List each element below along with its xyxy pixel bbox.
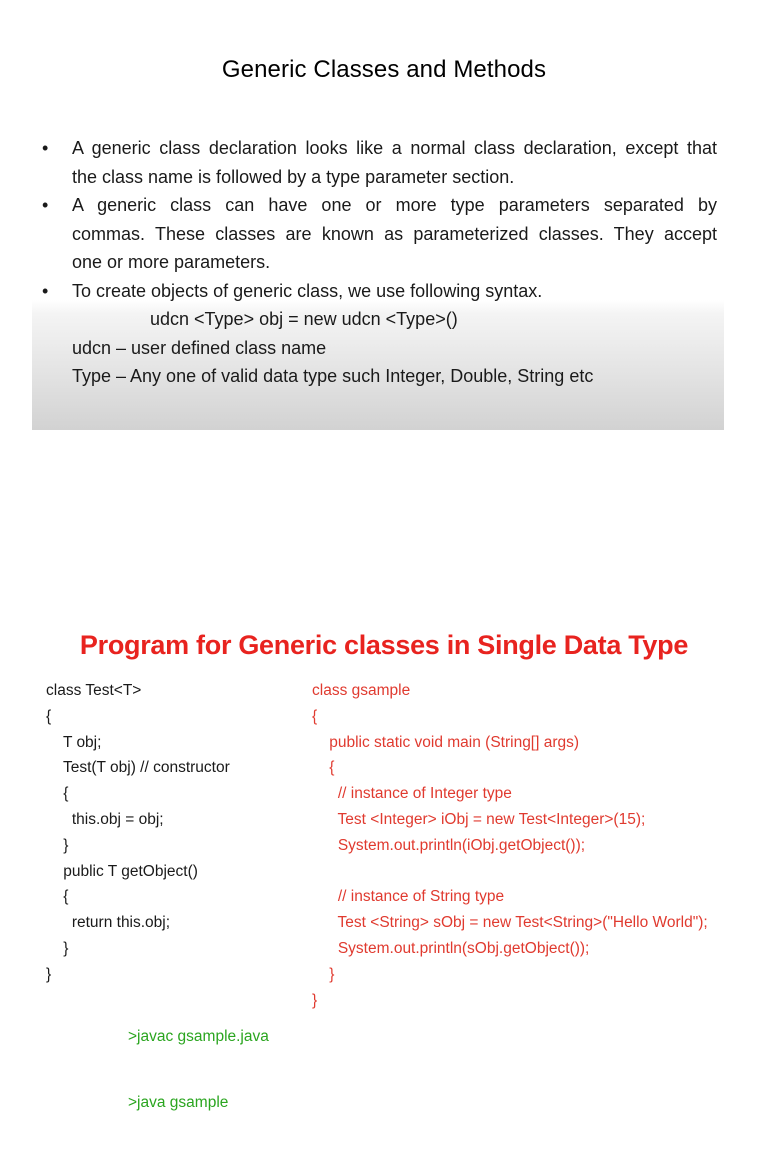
bullet-dot-icon: • xyxy=(42,280,49,301)
bullet-line: commas. These classes are known as parameterized classes. They accept xyxy=(72,223,717,244)
code-block-test-class xyxy=(46,678,230,988)
page-title: Generic Classes and Methods xyxy=(221,56,547,83)
bullet-line: one or more parameters. xyxy=(72,252,271,272)
slide-program-generic-classes xyxy=(32,620,736,1111)
slide-title: Program for Generic classes in Single Data Type xyxy=(79,630,689,660)
code-line: T obj; xyxy=(46,733,102,751)
code-line: public T getObject() xyxy=(46,862,198,880)
code-line: { xyxy=(46,888,69,906)
bullet-line: A generic class declaration looks like a normal class declaration, except that xyxy=(72,138,717,158)
code-line: public static void main (String[] args) xyxy=(312,733,580,751)
code-line: { xyxy=(312,707,318,725)
bullet-item-2 xyxy=(32,191,717,277)
code-line: Test <String> sObj = new Test<String>("Hello World"); xyxy=(312,914,708,932)
code-line: { xyxy=(312,759,335,777)
code-line: class gsample xyxy=(312,682,411,699)
bullet-line: the class name is followed by a type parameter section. xyxy=(72,166,515,187)
slide-generic-classes-overview xyxy=(32,124,724,430)
code-line: } xyxy=(46,965,52,983)
command-lines xyxy=(128,982,269,1158)
bullet-item-1 xyxy=(32,134,717,191)
code-line xyxy=(312,859,708,885)
command-compile: >javac gsample.java xyxy=(128,1028,269,1045)
code-block-gsample-class xyxy=(312,678,708,1013)
code-line: { xyxy=(46,785,69,803)
code-line: } xyxy=(312,965,335,983)
bullet-item-3 xyxy=(32,277,717,306)
syntax-line: udcn <Type> obj = new udcn <Type>() xyxy=(150,309,458,329)
bullet-line: To create objects of generic class, we use following syntax. xyxy=(72,280,543,301)
code-line: Test <Integer> iObj = new Test<Integer>(15); xyxy=(312,810,646,828)
code-line: // instance of String type xyxy=(312,888,505,906)
code-line: Test(T obj) // constructor xyxy=(46,759,230,777)
code-line: { xyxy=(46,707,52,725)
definition-type: Type – Any one of valid data type such Integer, Double, String etc xyxy=(72,366,594,386)
code-line: System.out.println(iObj.getObject()); xyxy=(312,836,586,854)
bullet-line: A generic class can have one or more type parameters separated by xyxy=(72,195,717,215)
code-line: this.obj = obj; xyxy=(46,810,164,828)
bullet-list xyxy=(32,134,724,391)
code-line: } xyxy=(312,991,318,1009)
code-line: class Test<T> xyxy=(46,682,142,699)
bullet-dot-icon: • xyxy=(42,138,49,158)
definition-udcn: udcn – user defined class name xyxy=(72,337,327,358)
code-line: } xyxy=(46,939,69,957)
code-line: // instance of Integer type xyxy=(312,785,512,803)
bullet-dot-icon: • xyxy=(42,195,49,215)
code-line: } xyxy=(46,836,69,854)
command-run: >java gsample xyxy=(128,1094,229,1111)
code-line: return this.obj; xyxy=(46,914,171,932)
code-line: System.out.println(sObj.getObject()); xyxy=(312,939,590,957)
